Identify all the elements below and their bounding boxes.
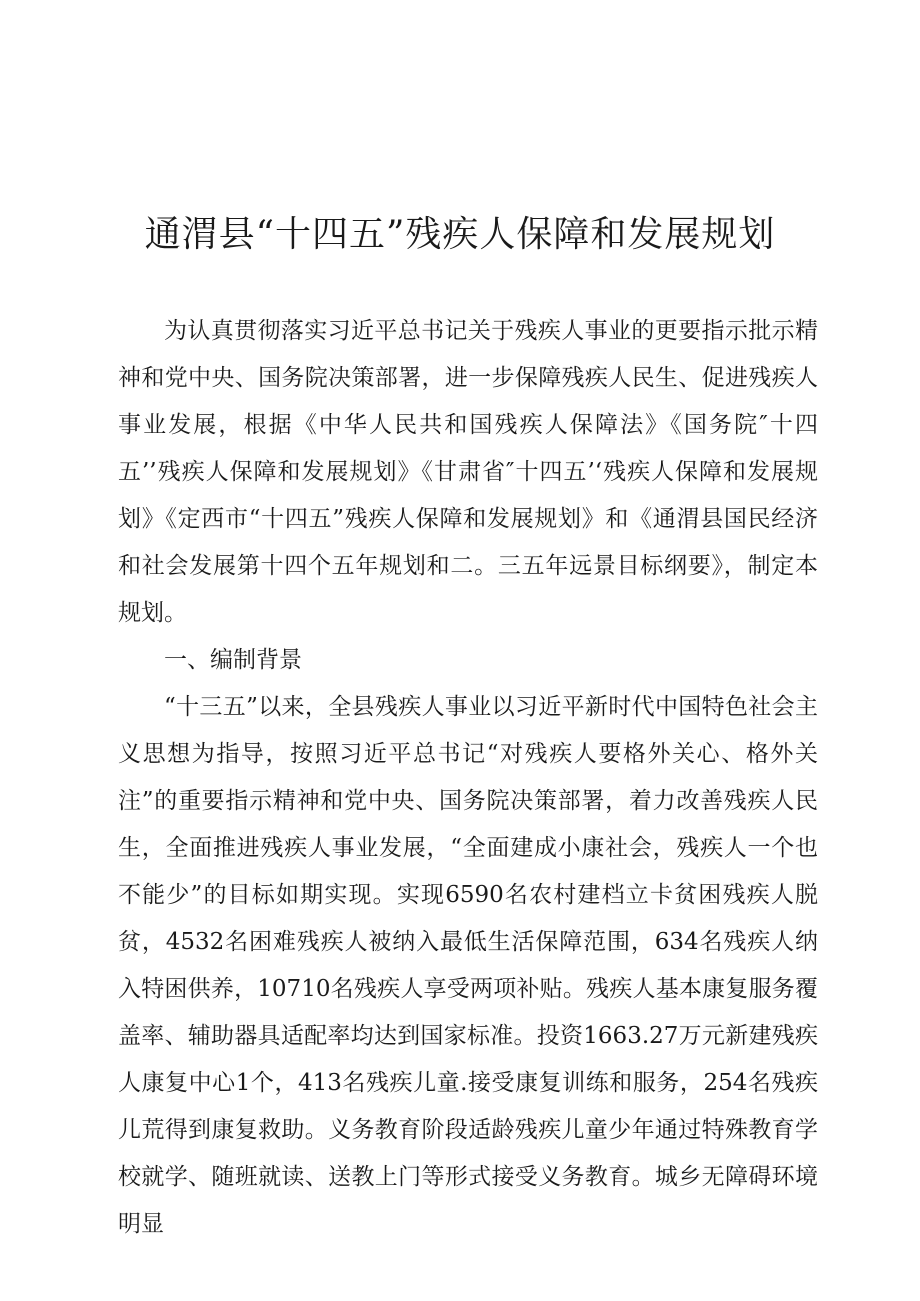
document-title: 通渭县“十四五”残疾人保障和发展规划 <box>144 214 776 255</box>
document-body <box>118 308 818 1248</box>
background-paragraph: “十三五”以来，全县残疾人事业以习近平新时代中国特色社会主义思想为指导，按照习近平总书记“对残疾人要格外关心、格外关注”的重要指示精神和党中央、国务院决策部署，着力改善残疾人民生，全面推进残疾人事业发展，“全面建成小康社会，残疾人一个也不能少”的目标如期实现。实现6590名农村建档立卡贫困残疾人脱贫，4532名困难残疾人被纳入最低生活保障范围，634名残疾人纳入特困供养，10710名残疾人享受两项补贴。残疾人基本康复服务覆盖率、辅助器具适配率均达到国家标准。投资1663.27万元新建残疾人康复中心1个，413名残疾儿童.接受康复训练和服务，254名残疾儿荒得到康复救助。义务教育阶段适龄残疾儿童少年通过特殊教育学校就学、随班就读、送教上门等形式接受义务教育。城乡无障碍环境明显 <box>118 694 818 1237</box>
intro-paragraph: 为认真贯彻落实习近平总书记关于残疾人事业的更要指示批示精神和党中央、国务院决策部署，进一步保障残疾人民生、促进残疾人事业发展，根据《中华人民共和国残疾人保障法》《国务院″十四五’’残疾人保障和发展规划》《甘肃省″十四五’‘残疾人保障和发展规划》《定西市“十四五”残疾人保障和发展规划》和《通渭县国民经济和社会发展第十四个五年规划和二。三五年远景目标纲要》，制定本规划。 <box>118 318 818 626</box>
section-heading-background: 一、编制背景 <box>164 647 302 673</box>
